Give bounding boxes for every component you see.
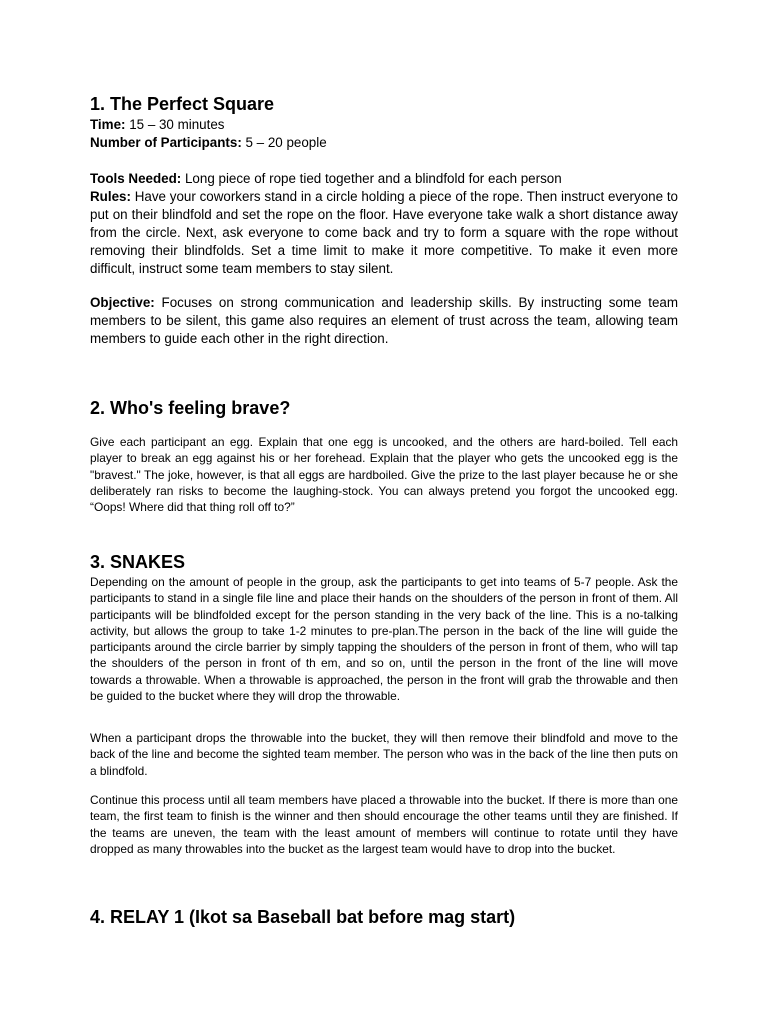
- participants-label: Number of Participants:: [90, 135, 242, 150]
- section-3-paragraph-1: Depending on the amount of people in the group, ask the participants to get into teams of 5-7 people. Ask the participants to stand in a single file line and place their hands on the shoulders of the person in front of them. All participants will be blindfolded except for the person standing in the very back of the line. This is a no-talking activity, but allows the group to take 1-2 minutes to pre-plan.The person in the back of the line will guide the participants around the circle barrier by simply tapping the shoulders of the person in front of them, who will tap the shoulders of the person in front of th em, and so on, until the person in the front of the line will move towards a throwable. When a throwable is approached, the person in the front will grab the throwable and then be guided to the bucket where they will drop the throwable.: [90, 575, 678, 704]
- section-3-paragraph-2: When a participant drops the throwable into the bucket, they will then remove their blindfold and move to the back of the line and become the sighted team member. The person who was in the back of the line then puts on a blindfold.: [90, 731, 678, 778]
- participants-value: 5 – 20 people: [241, 135, 327, 150]
- section-2-body: Give each participant an egg. Explain that one egg is uncooked, and the others are hard-boiled. Tell each player to break an egg against his or her forehead. Explain that the player who gets the uncooked egg is the "bravest." The joke, however, is that all eggs are hardboiled. Give the prize to the last player because he or she deliberately ran risks to become the laughing-stock. You can always pretend you forgot the uncooked egg. “Oops! Where did that thing roll off to?”: [90, 435, 678, 515]
- section-3-title: 3. SNAKES: [90, 552, 186, 572]
- objective-paragraph: [90, 294, 678, 348]
- tools-label: Tools Needed:: [90, 171, 182, 186]
- time-line: [90, 116, 225, 134]
- rules-paragraph: [90, 188, 678, 278]
- section-4-title: 4. RELAY 1 (Ikot sa Baseball bat before mag start): [90, 907, 516, 927]
- rules-label: Rules:: [90, 189, 131, 204]
- objective-value: Focuses on strong communication and leadership skills. By instructing some team members to be silent, this game also requires an element of trust across the team, allowing team members to guide each other in the right direction.: [90, 295, 678, 346]
- section-2-title: 2. Who's feeling brave?: [90, 398, 291, 418]
- section-3-paragraph-3: Continue this process until all team members have placed a throwable into the bucket. If there is more than one team, the first team to finish is the winner and then should encourage the other teams until they are finished. If the teams are uneven, the team with the least amount of members will continue to rotate until they have dropped as many throwables into the bucket as the largest team would have to drop into the bucket.: [90, 793, 678, 856]
- participants-line: [90, 134, 327, 152]
- section-1-title: 1. The Perfect Square: [90, 94, 275, 114]
- tools-value: Long piece of rope tied together and a blindfold for each person: [181, 171, 562, 186]
- rules-value: Have your coworkers stand in a circle holding a piece of the rope. Then instruct everyone to put on their blindfold and set the rope on the floor. Have everyone take walk a short distance away from the circle. Next, ask everyone to come back and try to form a square with the rope without removing their blindfolds. Set a time limit to make it more competitive. To make it even more difficult, instruct some team members to stay silent.: [90, 189, 678, 276]
- time-value: 15 – 30 minutes: [125, 117, 225, 132]
- tools-paragraph: [90, 170, 678, 188]
- objective-label: Objective:: [90, 295, 155, 310]
- time-label: Time:: [90, 117, 126, 132]
